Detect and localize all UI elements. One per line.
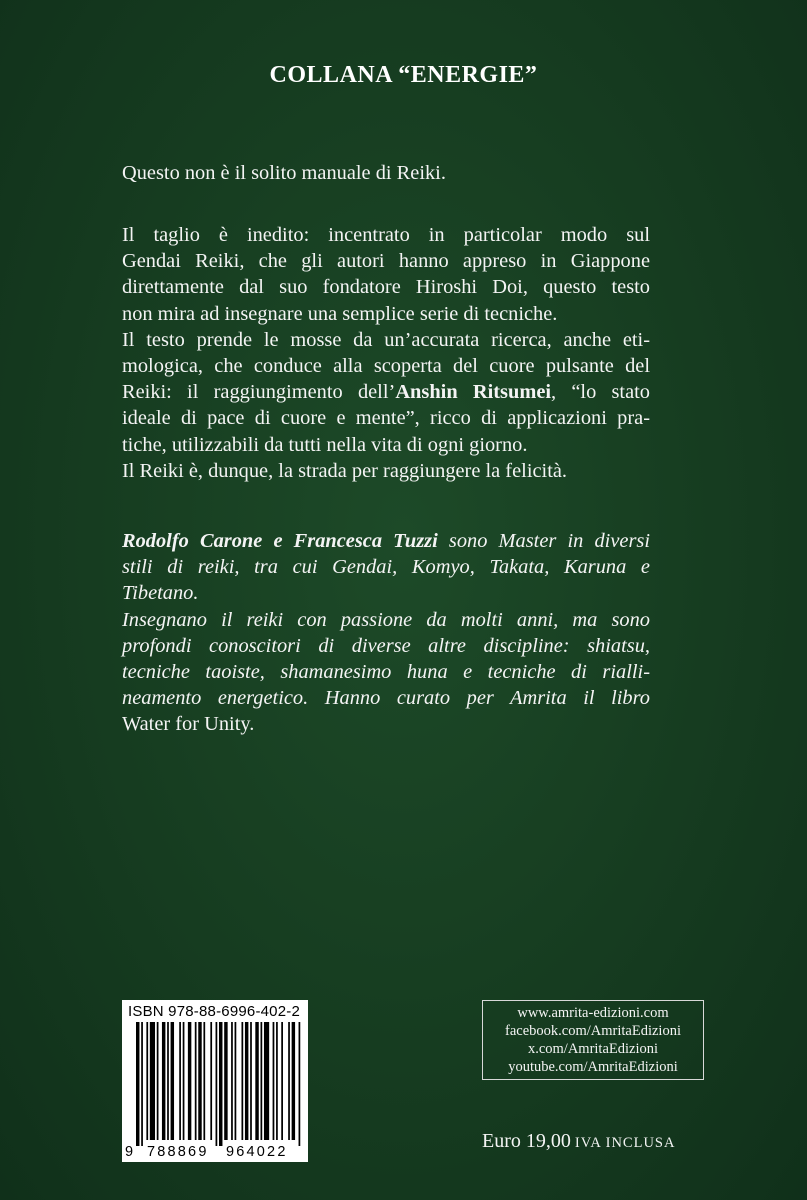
barcode-bar [136, 1022, 139, 1146]
isbn-label: ISBN 978-88-6996-402-2 [128, 1003, 301, 1020]
barcode-bar [183, 1022, 185, 1140]
description-line-2: Gendai Reiki, che gli autori hanno appreso in Giappone [122, 250, 650, 273]
series-title: COLLANA “ENERGIE” [269, 62, 538, 88]
description-line-7-start: Reiki: il raggiungimento dell’ [122, 381, 396, 404]
bio-line-5: profondi conoscitori di diverse altre discipline: shiatsu, [122, 634, 650, 657]
anshin-ritsumei-term: Anshin Ritsumei [395, 381, 552, 404]
bio-line-1 [122, 528, 650, 554]
description-paragraph [122, 222, 650, 484]
description-line-5: Il testo prende le mosse da un’accurata ricerca, anche eti- [122, 328, 650, 351]
intro-line: Questo non è il solito manuale di Reiki. [122, 162, 446, 184]
barcode-bar [203, 1022, 205, 1140]
barcode-bar [292, 1022, 295, 1140]
description-line-6: mologica, che conduce alla scoperta del cuore pulsante del [122, 355, 650, 378]
barcode-first-digit: 9 [125, 1144, 134, 1160]
barcode-bar [188, 1022, 191, 1140]
price-vat-note: IVA INCLUSA [574, 1135, 676, 1151]
price-amount: Euro 19,00 [482, 1130, 571, 1152]
barcode-bar [273, 1022, 275, 1140]
description-line-1: Il taglio è inedito: incentrato in particolar modo sul [122, 224, 650, 246]
barcode-bar [264, 1022, 269, 1140]
barcode-bar [195, 1022, 197, 1140]
youtube-link[interactable]: youtube.com/AmritaEdizioni [508, 1059, 678, 1075]
barcode-bar [250, 1022, 252, 1140]
barcode-bar [299, 1022, 301, 1146]
isbn-barcode [122, 1000, 308, 1162]
author-names: Rodolfo Carone e Francesca Tuzzi [122, 530, 438, 552]
contact-links-box [482, 1000, 704, 1080]
barcode-bar [179, 1022, 181, 1140]
barcode-bar [245, 1022, 248, 1140]
barcode-bar [281, 1022, 283, 1140]
barcode-bar [146, 1022, 148, 1140]
barcode-bar [167, 1022, 169, 1140]
barcode-bar [141, 1022, 143, 1146]
barcode-bar [219, 1022, 222, 1146]
authors-bio [122, 528, 650, 738]
description-line-8: ideale di pace di cuore e mente”, ricco di applicazioni pra- [122, 407, 650, 430]
bio-line-3: Tibetano. [122, 582, 199, 605]
barcode-bar [261, 1022, 263, 1140]
bio-line-7: neamento energetico. Hanno curato per Amrita il libro [122, 687, 650, 710]
description-line-4: non mira ad insegnare una semplice serie di tecniche. [122, 302, 558, 325]
bio-line-1-rest: sono Master in diversi [437, 530, 650, 552]
bio-line-4: Insegnano il reiki con passione da molti anni, ma sono [122, 608, 650, 631]
description-line-7-end: , “lo stato [551, 381, 651, 404]
barcode-bar [157, 1022, 159, 1140]
barcode-bar [255, 1022, 258, 1140]
barcode-bar [210, 1022, 212, 1140]
description-line-9: tiche, utilizzabili da tutti nella vita di ogni giorno. [122, 433, 528, 456]
barcode-bar [241, 1022, 243, 1140]
description-line-7 [122, 379, 650, 405]
barcode-bar [162, 1022, 165, 1140]
barcode-right-digits: 964022 [226, 1144, 288, 1160]
barcode-digits [122, 1144, 308, 1162]
intro-paragraph [122, 160, 650, 186]
barcode-bar [276, 1022, 278, 1140]
price [482, 1130, 675, 1153]
description-line-3: direttamente dal suo fondatore Hiroshi Doi, questo testo [122, 276, 650, 299]
barcode-bar [288, 1022, 290, 1140]
barcode-bars [136, 1022, 302, 1146]
barcode-bar [231, 1022, 233, 1140]
website-link[interactable]: www.amrita-edizioni.com [517, 1005, 669, 1021]
facebook-link[interactable]: facebook.com/AmritaEdizioni [505, 1023, 681, 1039]
barcode-bar [198, 1022, 201, 1140]
barcode-bar [150, 1022, 155, 1140]
bio-line-6: tecniche taoiste, shamanesimo huna e tecniche di rialli- [122, 661, 650, 684]
barcode-left-digits: 788869 [147, 1144, 209, 1160]
barcode-bar [171, 1022, 174, 1140]
x-link[interactable]: x.com/AmritaEdizioni [527, 1041, 659, 1057]
barcode-bar [235, 1022, 237, 1140]
book-title: Water for Unity. [122, 713, 255, 736]
bio-line-2: stili di reiki, tra cui Gendai, Komyo, Takata, Karuna e [122, 556, 650, 579]
barcode-bar [224, 1022, 227, 1140]
barcode-bar [216, 1022, 218, 1146]
description-line-10: Il Reiki è, dunque, la strada per raggiungere la felicità. [122, 459, 568, 482]
